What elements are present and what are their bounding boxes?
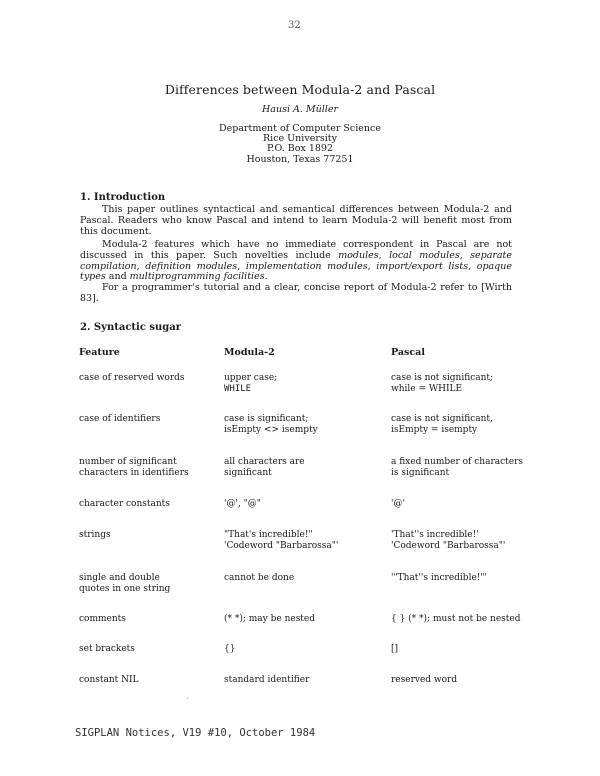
table-cell-feature (79, 675, 219, 686)
cell-line: number of significant (79, 457, 177, 467)
table-cell-pascal (391, 573, 551, 584)
page-number: 32 (288, 20, 301, 31)
separator: , (468, 260, 477, 272)
table-cell-modula (224, 499, 384, 510)
cell-line: (* *); may be nested (224, 614, 316, 624)
table-cell-feature (79, 614, 219, 625)
term: definition modules (145, 260, 238, 272)
table-cell-pascal (391, 499, 551, 510)
table-cell-modula (224, 614, 384, 625)
affiliation-line: Houston, Texas 77251 (246, 153, 354, 165)
paragraph-text: Modula-2 features which have no immediate correspondent in Pascal are not discussed in this paper. Such novelties include (80, 239, 512, 261)
cell-line: case of reserved words (79, 373, 185, 383)
term: opaque types (80, 260, 513, 283)
author-name: Hausi A. Müller (262, 104, 338, 115)
cell-line: comments (79, 614, 126, 624)
table-cell-pascal (391, 644, 551, 655)
paragraph-text: For a programmer's tutorial and a clear, concise report of Modula-2 refer to [Wirth 83]. (80, 282, 512, 304)
table-cell-modula (224, 675, 384, 686)
affiliation-line: Department of Computer Science (219, 123, 381, 134)
separator: . (264, 271, 268, 283)
table-cell-feature (79, 644, 219, 655)
cell-line: cannot be done (224, 573, 295, 583)
table-cell-pascal (391, 373, 551, 395)
paper-title: Differences between Modula-2 and Pascal (164, 82, 436, 97)
table-cell-modula (224, 373, 384, 395)
table-cell-feature (79, 373, 219, 384)
table-cell-feature (79, 457, 219, 479)
term: multiprogramming facilities (129, 271, 265, 283)
table-header-feature: Feature (79, 347, 120, 358)
table-cell-pascal (391, 614, 551, 625)
table-cell-modula (224, 457, 384, 479)
cell-line: '@', "@" (224, 499, 261, 509)
separator: , (136, 260, 146, 272)
separator: , (237, 260, 246, 272)
table-cell-modula (224, 530, 384, 552)
term: separate compilation (80, 249, 512, 272)
table-cell-modula (224, 414, 384, 436)
term: implementation modules (245, 260, 368, 272)
cell-line: 'Codeword "Barbarossa"' (391, 541, 506, 551)
cell-line: while = WHILE (391, 384, 463, 394)
cell-line: { } (* *); must not be nested (391, 614, 521, 624)
intro-paragraph-3 (80, 283, 512, 305)
section-heading-introduction: 1. Introduction (80, 192, 166, 203)
cell-line: case is significant; (224, 414, 309, 424)
cell-line: 'That''s incredible!' (391, 530, 479, 540)
cell-line: [] (391, 644, 399, 654)
cell-line: case is not significant; (391, 373, 494, 383)
separator: , (378, 249, 390, 261)
term: local modules (389, 249, 460, 261)
table-cell-modula (224, 644, 384, 655)
table-cell-pascal (391, 675, 551, 686)
cell-line: character constants (79, 499, 170, 509)
separator: , (367, 260, 377, 272)
cell-line: strings (79, 530, 111, 540)
cell-line: is significant (391, 468, 450, 478)
table-cell-modula (224, 573, 384, 584)
intro-paragraph-2 (80, 240, 512, 283)
cell-line: isEmpty = isempty (391, 425, 478, 435)
cell-line: constant NIL (79, 675, 139, 685)
cell-line: a fixed number of characters (391, 457, 524, 467)
intro-paragraph-1 (80, 205, 512, 237)
table-cell-pascal (391, 457, 551, 479)
cell-line: set brackets (79, 644, 135, 654)
table-header-pascal: Pascal (391, 347, 425, 358)
cell-line: case is not significant, (391, 414, 493, 424)
cell-line: {} (224, 644, 236, 654)
cell-line: upper case; (224, 373, 278, 383)
cell-line: isEmpty <> isempty (224, 425, 318, 435)
table-cell-pascal (391, 414, 551, 436)
cell-line: significant (224, 468, 272, 478)
table-cell-feature (79, 499, 219, 510)
table-cell-pascal (391, 530, 551, 552)
table-cell-feature (79, 414, 219, 425)
cell-line: characters in identifiers (79, 468, 189, 478)
table-cell-feature (79, 573, 219, 595)
affiliation-line: Rice University (263, 133, 337, 145)
cell-line: reserved word (391, 675, 458, 685)
term: modules (338, 249, 379, 261)
cell-line: "That's incredible!" (224, 530, 313, 540)
cell-line: '"That''s incredible!"' (391, 573, 488, 583)
cell-line: case of identifiers (79, 414, 161, 424)
journal-footer: SIGPLAN Notices, V19 #10, October 1984 (75, 727, 316, 739)
paragraph-text: This paper outlines syntactical and semantical differences between Modula-2 and Pascal. Readers who know Pascal and intend to learn Modula-2 will benefit most from this document. (80, 204, 512, 237)
table-cell-feature (79, 530, 219, 541)
table-header-modula: Modula-2 (224, 347, 275, 358)
cell-line: single and double (79, 573, 160, 583)
affiliation (0, 124, 600, 165)
separator: and (105, 271, 130, 283)
affiliation-line: P.O. Box 1892 (266, 143, 333, 155)
cell-line: standard identifier (224, 675, 310, 685)
cell-line: '@' (391, 499, 405, 509)
stray-mark: · (186, 694, 189, 703)
section-heading-syntactic-sugar: 2. Syntactic sugar (80, 322, 182, 333)
separator: , (459, 249, 471, 261)
term: import/export lists (376, 260, 469, 272)
cell-line: 'Codeword "Barbarossa"' (224, 541, 339, 551)
cell-line: all characters are (224, 457, 305, 467)
cell-line: quotes in one string (79, 584, 171, 594)
cell-line: WHILE (224, 384, 252, 394)
